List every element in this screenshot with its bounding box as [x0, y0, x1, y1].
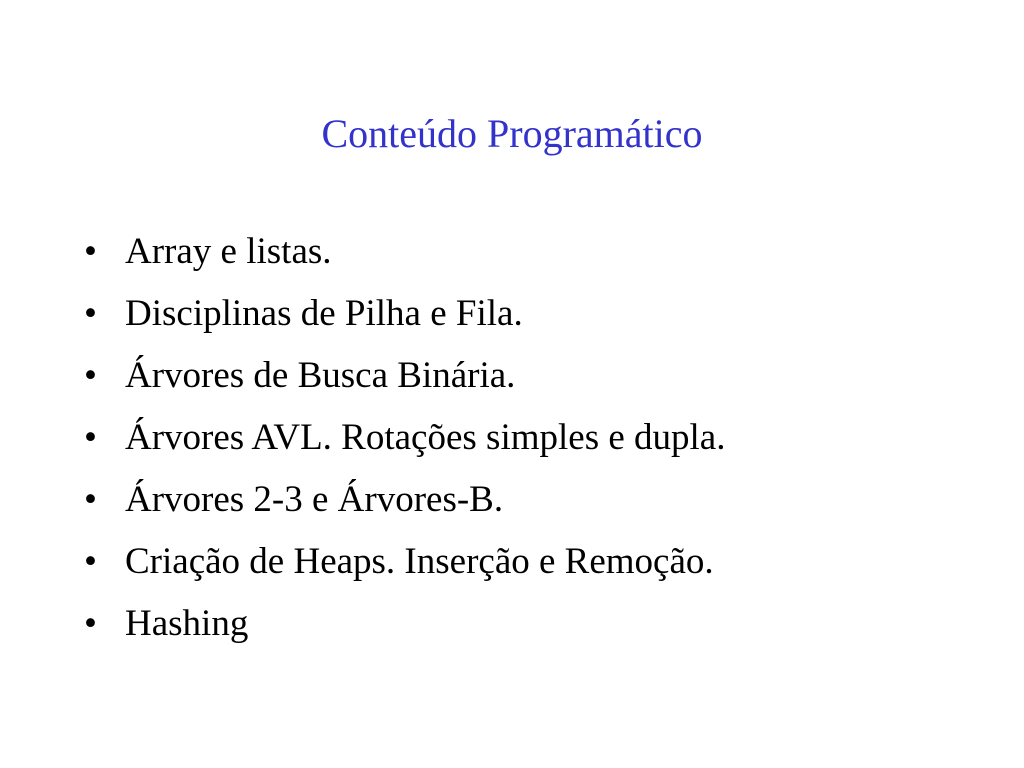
bullet-icon: •	[84, 479, 97, 520]
bullet-icon: •	[84, 293, 97, 334]
list-item-text: Disciplinas de Pilha e Fila.	[125, 293, 523, 334]
list-item-text: Árvores 2-3 e Árvores-B.	[125, 479, 504, 520]
bullet-icon: •	[84, 417, 97, 458]
bullet-icon: •	[84, 231, 97, 272]
list-item-text: Hashing	[125, 603, 249, 644]
list-item-text: Criação de Heaps. Inserção e Remoção.	[125, 541, 714, 582]
bullet-icon: •	[84, 355, 97, 396]
slide-title: Conteúdo Programático	[321, 111, 703, 156]
bullet-icon: •	[84, 603, 97, 644]
bullet-icon: •	[84, 541, 97, 582]
list-item-text: Árvores de Busca Binária.	[125, 355, 516, 396]
list-item-text: Array e listas.	[125, 231, 332, 272]
list-item-text: Árvores AVL. Rotações simples e dupla.	[125, 417, 726, 458]
